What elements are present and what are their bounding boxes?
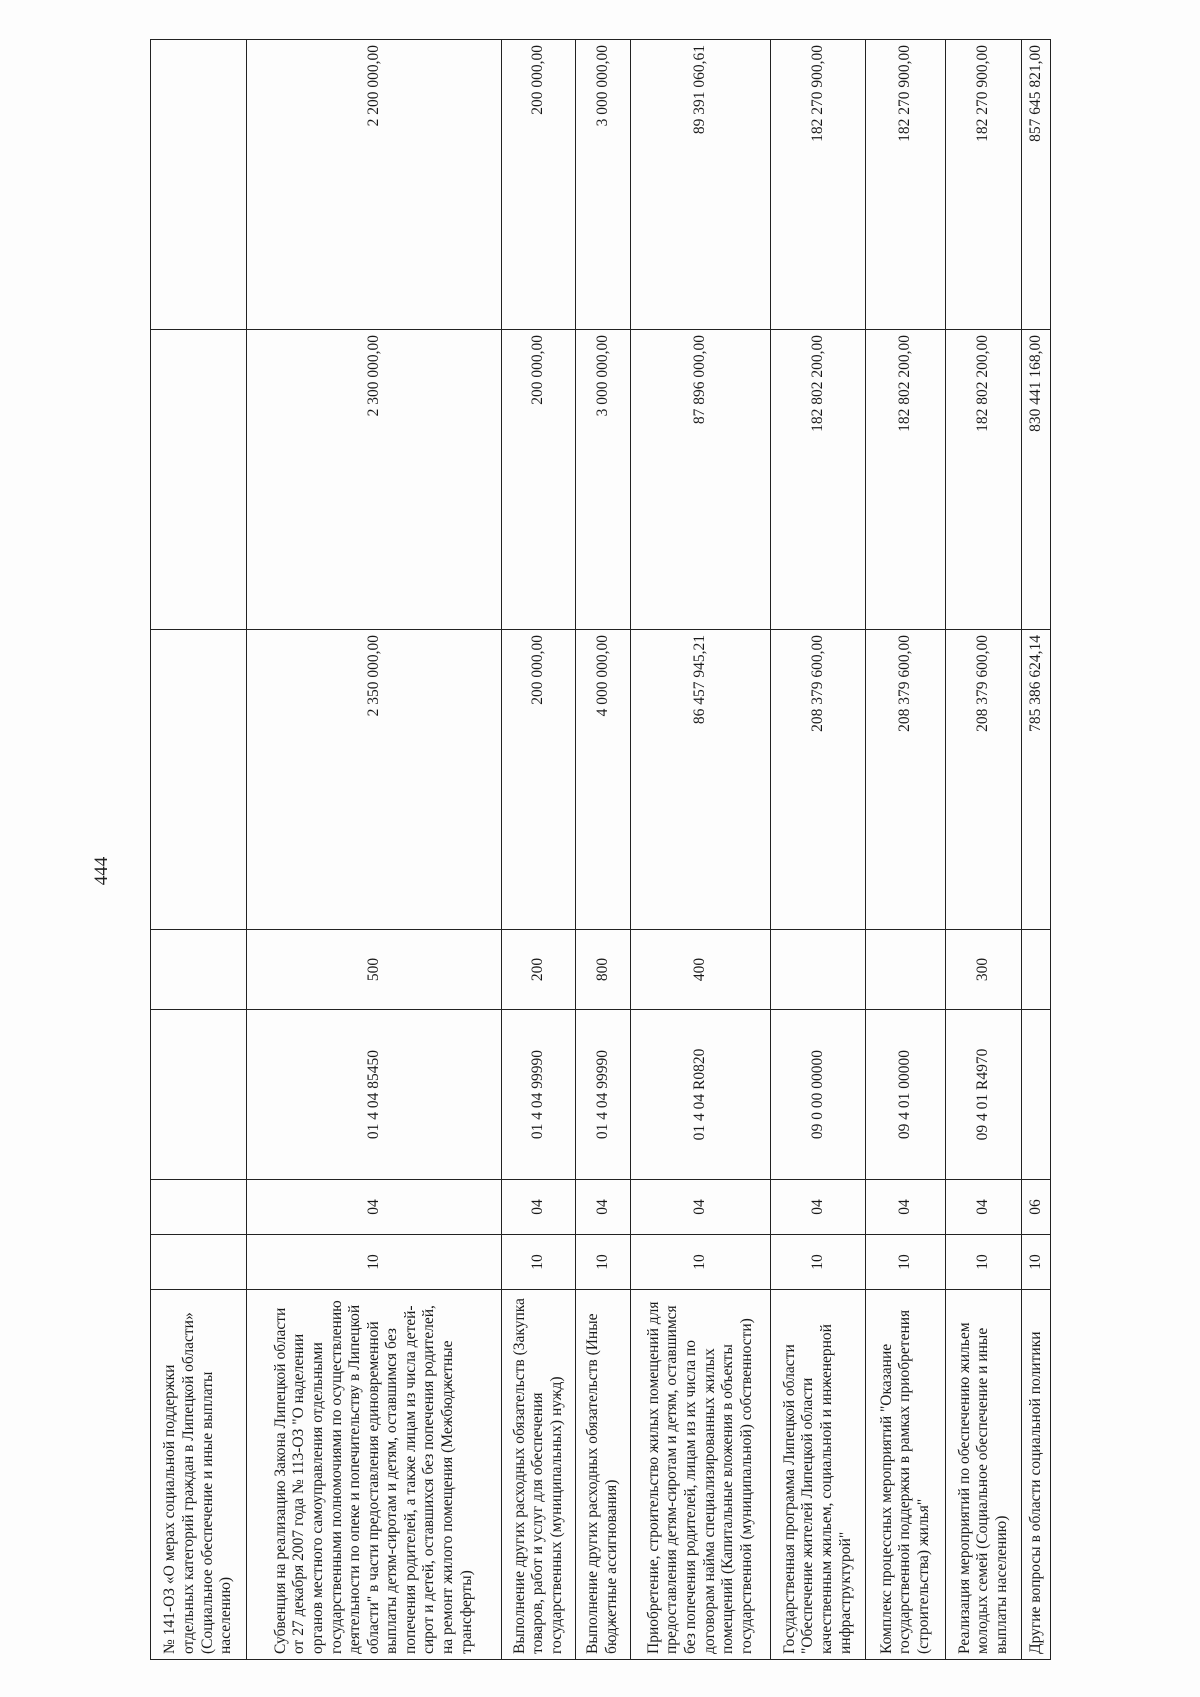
row-target: 09 4 01 00000 — [866, 1010, 946, 1180]
row-section: 10 — [866, 1235, 946, 1290]
row-description: Другие вопросы в области социальной политики — [1022, 1290, 1051, 1660]
row-subsection: 04 — [866, 1180, 946, 1235]
row-value-3: 200 000,00 — [502, 40, 576, 330]
row-value-2: 182 802 200,00 — [946, 330, 1022, 630]
budget-table-container — [150, 40, 1050, 1660]
table-row — [502, 40, 576, 1660]
row-type — [1022, 930, 1051, 1010]
row-section: 10 — [946, 1235, 1022, 1290]
row-value-2: 200 000,00 — [502, 330, 576, 630]
row-subsection: 04 — [631, 1180, 771, 1235]
row-description: Государственная программа Липецкой области "Обеспечение жителей Липецкой области качественным жильем, социальной и инженерной инфраструктурой" — [771, 1290, 866, 1660]
row-type: 300 — [946, 930, 1022, 1010]
row-subsection: 06 — [1022, 1180, 1051, 1235]
row-value-2: 182 802 200,00 — [771, 330, 866, 630]
row-value-3: 89 391 060,61 — [631, 40, 771, 330]
row-type: 800 — [576, 930, 631, 1010]
row-section: 10 — [631, 1235, 771, 1290]
row-value-3: 2 200 000,00 — [247, 40, 502, 330]
row-value-1: 208 379 600,00 — [866, 630, 946, 930]
row-subsection: 04 — [946, 1180, 1022, 1235]
row-description: Выполнение других расходных обязательств (Иные бюджетные ассигнования) — [576, 1290, 631, 1660]
table-row — [771, 40, 866, 1660]
row-value-3: 182 270 900,00 — [866, 40, 946, 330]
row-target: 09 0 00 00000 — [771, 1010, 866, 1180]
table-row — [247, 40, 502, 1660]
row-target: 01 4 04 85450 — [247, 1010, 502, 1180]
row-target: 01 4 04 R0820 — [631, 1010, 771, 1180]
row-value-2 — [151, 330, 247, 630]
row-type — [151, 930, 247, 1010]
row-subsection: 04 — [502, 1180, 576, 1235]
row-value-2: 2 300 000,00 — [247, 330, 502, 630]
row-target: 01 4 04 99990 — [576, 1010, 631, 1180]
table-row — [866, 40, 946, 1660]
row-subsection: 04 — [247, 1180, 502, 1235]
row-subsection: 04 — [576, 1180, 631, 1235]
row-target — [1022, 1010, 1051, 1180]
row-value-1: 200 000,00 — [502, 630, 576, 930]
row-target: 09 4 01 R4970 — [946, 1010, 1022, 1180]
row-subsection: 04 — [771, 1180, 866, 1235]
row-value-1: 2 350 000,00 — [247, 630, 502, 930]
row-section: 10 — [502, 1235, 576, 1290]
table-row — [1022, 40, 1051, 1660]
row-value-1 — [151, 630, 247, 930]
row-target: 01 4 04 99990 — [502, 1010, 576, 1180]
row-value-1: 86 457 945,21 — [631, 630, 771, 930]
row-section: 10 — [247, 1235, 502, 1290]
row-type: 200 — [502, 930, 576, 1010]
table-row — [631, 40, 771, 1660]
row-value-1: 208 379 600,00 — [771, 630, 866, 930]
table-row — [151, 40, 247, 1660]
row-description: Реализация мероприятий по обеспечению жильем молодых семей (Социальное обеспечение и иные выплаты населению) — [946, 1290, 1022, 1660]
row-type: 400 — [631, 930, 771, 1010]
row-value-2: 87 896 000,00 — [631, 330, 771, 630]
row-target — [151, 1010, 247, 1180]
row-description: Комплекс процессных мероприятий "Оказание государственной поддержки в рамках приобретения (строительства) жилья" — [866, 1290, 946, 1660]
row-value-1: 208 379 600,00 — [946, 630, 1022, 930]
row-section: 10 — [771, 1235, 866, 1290]
row-value-2: 182 802 200,00 — [866, 330, 946, 630]
row-type — [771, 930, 866, 1010]
row-section: 10 — [1022, 1235, 1051, 1290]
row-section — [151, 1235, 247, 1290]
row-description: Выполнение других расходных обязательств (Закупка товаров, работ и услуг для обеспечения государственных (муниципальных) нужд) — [502, 1290, 576, 1660]
row-description: Приобретение, строительство жилых помещений для предоставления детям-сиротам и детям, оставшимся без попечения родителей, лицам из их числа по договорам найма специализированных жилых помещений (Капитальные вложения в объекты государственной (муниципальной) собственности) — [631, 1290, 771, 1660]
row-subsection — [151, 1180, 247, 1235]
table-row — [946, 40, 1022, 1660]
row-value-3: 182 270 900,00 — [946, 40, 1022, 330]
row-section: 10 — [576, 1235, 631, 1290]
row-value-3: 182 270 900,00 — [771, 40, 866, 330]
row-value-2: 830 441 168,00 — [1022, 330, 1051, 630]
row-description: № 141-ОЗ «О мерах социальной поддержки отдельных категорий граждан в Липецкой области» (Социальное обеспечение и иные выплаты населению) — [151, 1290, 247, 1660]
row-type — [866, 930, 946, 1010]
row-value-2: 3 000 000,00 — [576, 330, 631, 630]
row-type: 500 — [247, 930, 502, 1010]
row-value-3: 857 645 821,00 — [1022, 40, 1051, 330]
table-row — [576, 40, 631, 1660]
row-value-1: 785 386 624,14 — [1022, 630, 1051, 930]
budget-table — [150, 39, 1051, 1660]
row-value-1: 4 000 000,00 — [576, 630, 631, 930]
row-value-3: 3 000 000,00 — [576, 40, 631, 330]
row-value-3 — [151, 40, 247, 330]
page-number: 444 — [91, 856, 112, 886]
row-description: Субвенция на реализацию Закона Липецкой области от 27 декабря 2007 года № 113-ОЗ "О наделении органов местного самоуправления отдельными государственными полномочиями по осуществлению деятельности по опеке и попечительству в Липецкой области" в части предоставления единовременной выплаты детям-сиротам и детям, оставшимся без попечения родителей, а также лицам из числа детей-сирот и детей, оставшихся без попечения родителей, на ремонт жилого помещения (Межбюджетные трансферты) — [247, 1290, 502, 1660]
